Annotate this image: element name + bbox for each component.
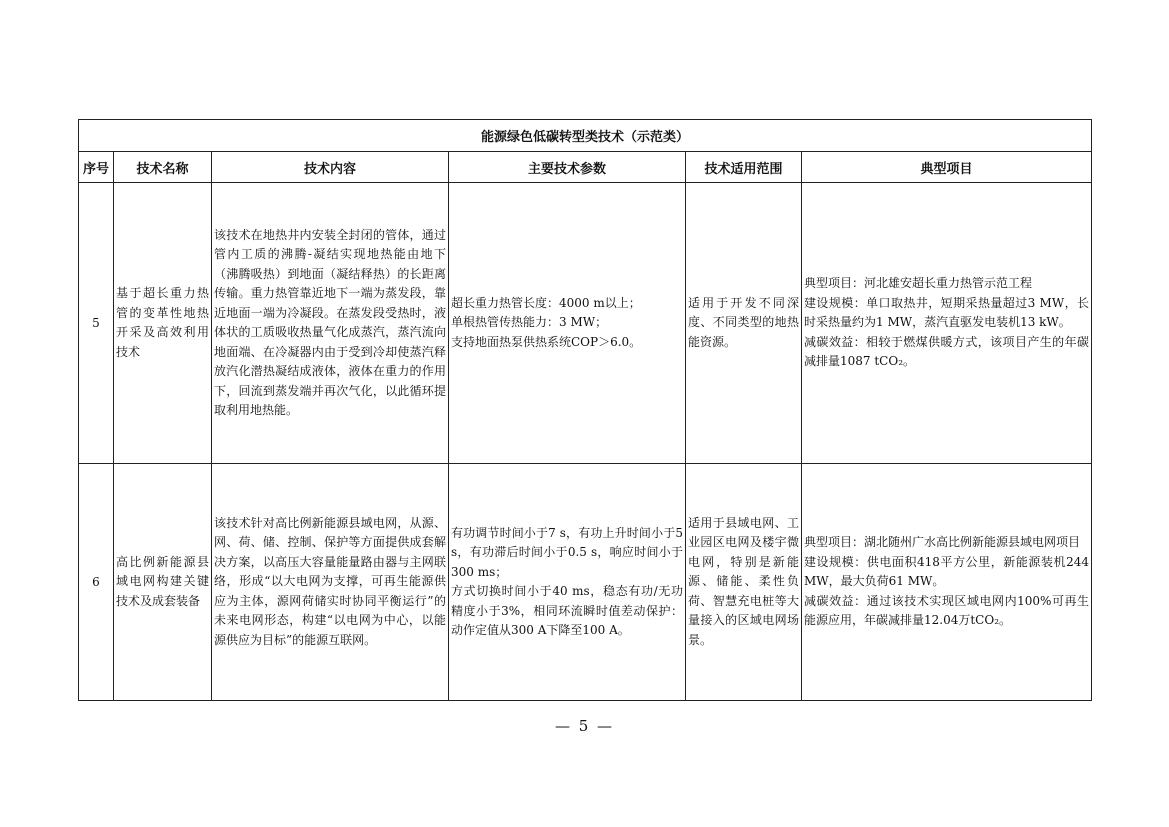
header-seq: 序号 [79, 152, 114, 183]
project-line: 建设规模：供电面积418平方公里，新能源装机244 MW，最大负荷61 MW。 [804, 554, 1090, 589]
row-typical-project [802, 464, 1092, 701]
project-line: 建设规模：单口取热井，短期采热量超过3 MW，长时采热量约为1 MW，蒸汽直驱发电装机13 kW。 [804, 295, 1090, 330]
header-tech-content: 技术内容 [212, 152, 449, 183]
row-scope: 适用于县域电网、工业园区电网及楼宇微电网，特别是新能源、储能、柔性负荷、智慧充电桩等大量接入的区域电网场景。 [686, 464, 802, 701]
header-main-params: 主要技术参数 [449, 152, 686, 183]
row-scope: 适用于开发不同深度、不同类型的地热能资源。 [686, 183, 802, 464]
table-row [79, 183, 1092, 464]
project-line: 典型项目：湖北随州广水高比例新能源县域电网项目 [804, 535, 1081, 550]
row-typical-project [802, 183, 1092, 464]
table-title: 能源绿色低碳转型类技术（示范类） [79, 120, 1092, 152]
header-typical-project: 典型项目 [802, 152, 1092, 183]
row-tech-content: 该技术针对高比例新能源县域电网，从源、网、荷、储、控制、保护等方面提供成套解决方案，以高压大容量能量路由器与主网联络，形成“以大电网为支撑，可再生能源供应为主体，源网荷储实时协同平衡运行”的未来电网形态，构建“以电网为中心，以能源供应为目标”的能源互联网。 [212, 464, 449, 701]
row-tech-content: 该技术在地热井内安装全封闭的管体，通过管内工质的沸腾-凝结实现地热能由地下（沸腾吸热）到地面（凝结释热）的长距离传输。重力热管靠近地下一端为蒸发段，靠近地面一端为冷凝段。在蒸发段受热时，液体状的工质吸收热量气化成蒸汽，蒸汽流向地面端、在冷凝器内由于受到冷却使蒸汽释放汽化潜热凝结成液体，液体在重力的作用下，回流到蒸发端并再次气化，以此循环提取利用地热能。 [212, 183, 449, 464]
project-line: 减碳效益：相较于燃煤供暖方式，该项目产生的年碳减排量1087 tCO₂。 [804, 334, 1090, 369]
param-line: 支持地面热泵供热系统COP＞6.0。 [451, 334, 642, 349]
param-line: 有功调节时间小于7 s，有功上升时间小于5 s，有功滞后时间小于0.5 s，响应时间小于300 ms； [451, 525, 683, 579]
table-row [79, 464, 1092, 701]
table-header-row [79, 152, 1092, 183]
project-line: 典型项目：河北雄安超长重力热管示范工程 [804, 276, 1033, 291]
param-line: 超长重力热管长度：4000 m以上； [451, 295, 641, 310]
row-main-params [449, 183, 686, 464]
row-tech-name: 基于超长重力热管的变革性地热开采及高效利用技术 [114, 183, 212, 464]
param-line: 方式切换时间小于40 ms，稳态有功/无功精度小于3%，相同环流瞬时值差动保护：动作定值从300 A下降至100 A。 [451, 584, 683, 637]
technology-table [78, 119, 1092, 701]
row-main-params [449, 464, 686, 701]
param-line: 单根热管传热能力：3 MW； [451, 315, 608, 330]
header-tech-name: 技术名称 [114, 152, 212, 183]
header-scope: 技术适用范围 [686, 152, 802, 183]
row-seq: 5 [79, 183, 114, 464]
page-number: — 5 — [554, 717, 615, 735]
row-tech-name: 高比例新能源县域电网构建关键技术及成套装备 [114, 464, 212, 701]
row-seq: 6 [79, 464, 114, 701]
project-line: 减碳效益：通过该技术实现区域电网内100%可再生能源应用，年碳减排量12.04万tCO₂。 [804, 593, 1090, 628]
